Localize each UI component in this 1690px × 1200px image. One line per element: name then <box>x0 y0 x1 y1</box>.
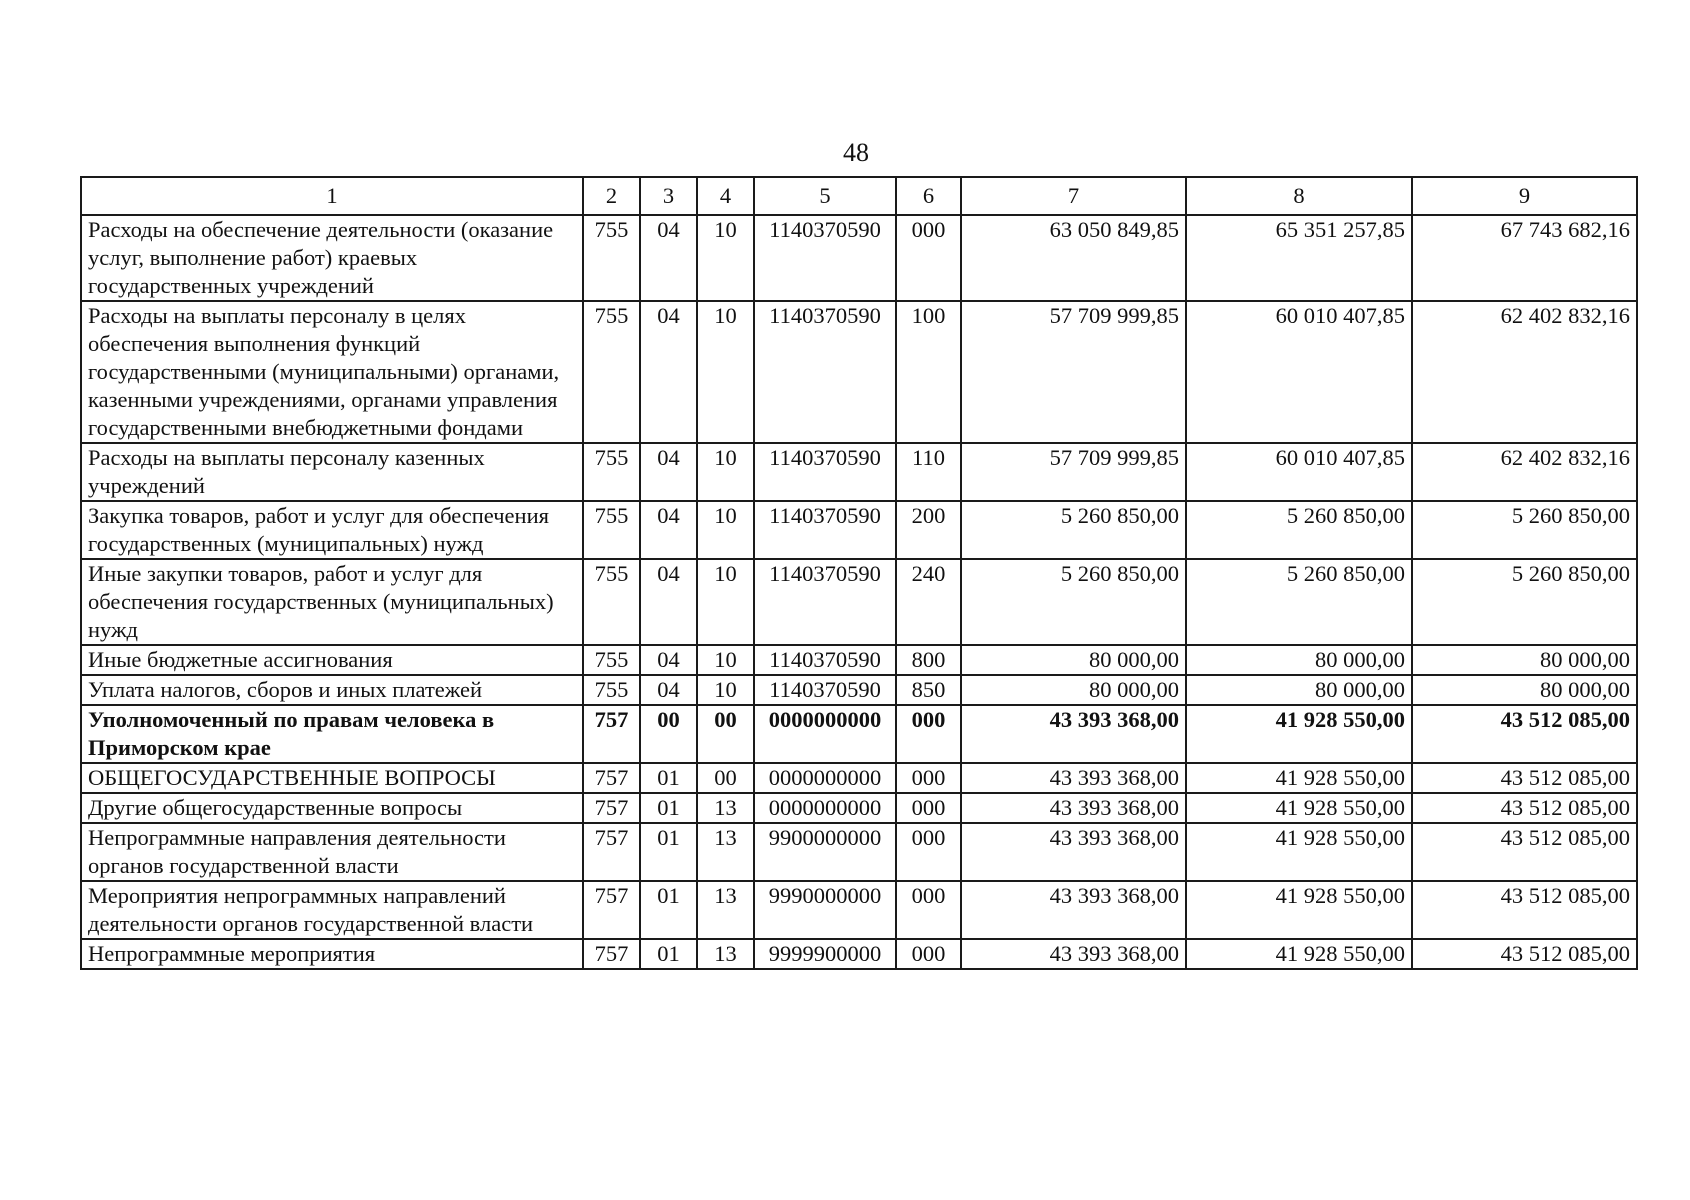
row-amount-cell: 41 928 550,00 <box>1186 939 1412 969</box>
row-name-cell: Закупка товаров, работ и услуг для обеспечения государственных (муниципальных) нужд <box>81 501 583 559</box>
row-code-cell: 755 <box>583 215 640 301</box>
row-code-cell: 757 <box>583 793 640 823</box>
row-amount-cell: 80 000,00 <box>1412 645 1637 675</box>
row-code-cell: 04 <box>640 675 697 705</box>
table-row <box>81 881 1637 939</box>
row-amount-cell: 5 260 850,00 <box>1412 501 1637 559</box>
row-amount-cell: 5 260 850,00 <box>961 559 1186 645</box>
row-amount-cell: 67 743 682,16 <box>1412 215 1637 301</box>
table-row <box>81 645 1637 675</box>
header-cell: 2 <box>583 177 640 215</box>
row-name-cell: Уплата налогов, сборов и иных платежей <box>81 675 583 705</box>
row-code-cell: 10 <box>697 559 754 645</box>
row-code-cell: 00 <box>697 763 754 793</box>
header-cell: 9 <box>1412 177 1637 215</box>
row-code-cell: 13 <box>697 793 754 823</box>
row-code-cell: 0000000000 <box>754 793 896 823</box>
row-amount-cell: 62 402 832,16 <box>1412 301 1637 443</box>
row-amount-cell: 41 928 550,00 <box>1186 881 1412 939</box>
row-amount-cell: 43 512 085,00 <box>1412 939 1637 969</box>
row-code-cell: 10 <box>697 301 754 443</box>
row-name-cell: Расходы на выплаты персоналу казенных учреждений <box>81 443 583 501</box>
row-amount-cell: 80 000,00 <box>1186 645 1412 675</box>
header-cell: 4 <box>697 177 754 215</box>
row-name-cell: Непрограммные направления деятельности органов государственной власти <box>81 823 583 881</box>
table-row <box>81 559 1637 645</box>
row-code-cell: 110 <box>896 443 961 501</box>
row-amount-cell: 43 393 368,00 <box>961 881 1186 939</box>
row-code-cell: 755 <box>583 675 640 705</box>
table-row <box>81 215 1637 301</box>
row-code-cell: 755 <box>583 301 640 443</box>
table-row <box>81 443 1637 501</box>
row-code-cell: 01 <box>640 881 697 939</box>
row-code-cell: 13 <box>697 881 754 939</box>
row-code-cell: 10 <box>697 645 754 675</box>
row-code-cell: 000 <box>896 881 961 939</box>
page-number: 48 <box>843 138 869 167</box>
row-amount-cell: 43 393 368,00 <box>961 763 1186 793</box>
table-row <box>81 501 1637 559</box>
row-amount-cell: 80 000,00 <box>961 645 1186 675</box>
row-code-cell: 200 <box>896 501 961 559</box>
row-amount-cell: 5 260 850,00 <box>961 501 1186 559</box>
row-code-cell: 10 <box>697 675 754 705</box>
row-amount-cell: 5 260 850,00 <box>1186 501 1412 559</box>
row-code-cell: 000 <box>896 793 961 823</box>
row-amount-cell: 5 260 850,00 <box>1186 559 1412 645</box>
row-code-cell: 0000000000 <box>754 763 896 793</box>
row-amount-cell: 62 402 832,16 <box>1412 443 1637 501</box>
row-code-cell: 240 <box>896 559 961 645</box>
row-name-cell: Расходы на обеспечение деятельности (оказание услуг, выполнение работ) краевых государственных учреждений <box>81 215 583 301</box>
row-amount-cell: 41 928 550,00 <box>1186 705 1412 763</box>
row-code-cell: 13 <box>697 939 754 969</box>
row-code-cell: 1140370590 <box>754 443 896 501</box>
row-code-cell: 000 <box>896 763 961 793</box>
row-code-cell: 000 <box>896 939 961 969</box>
table-row <box>81 675 1637 705</box>
row-code-cell: 04 <box>640 645 697 675</box>
row-amount-cell: 43 512 085,00 <box>1412 823 1637 881</box>
row-code-cell: 9990000000 <box>754 881 896 939</box>
row-name-cell: Мероприятия непрограммных направлений деятельности органов государственной власти <box>81 881 583 939</box>
table-row <box>81 793 1637 823</box>
row-code-cell: 755 <box>583 443 640 501</box>
row-code-cell: 000 <box>896 215 961 301</box>
row-code-cell: 000 <box>896 823 961 881</box>
table-row <box>81 301 1637 443</box>
row-amount-cell: 65 351 257,85 <box>1186 215 1412 301</box>
budget-table <box>80 176 1638 970</box>
row-code-cell: 757 <box>583 763 640 793</box>
header-cell: 1 <box>81 177 583 215</box>
row-name-cell: Непрограммные мероприятия <box>81 939 583 969</box>
row-code-cell: 755 <box>583 501 640 559</box>
table-row <box>81 763 1637 793</box>
row-code-cell: 10 <box>697 501 754 559</box>
row-amount-cell: 43 393 368,00 <box>961 793 1186 823</box>
row-amount-cell: 41 928 550,00 <box>1186 823 1412 881</box>
row-code-cell: 01 <box>640 763 697 793</box>
row-code-cell: 01 <box>640 939 697 969</box>
row-code-cell: 755 <box>583 645 640 675</box>
row-name-cell: Иные закупки товаров, работ и услуг для обеспечения государственных (муниципальных) нужд <box>81 559 583 645</box>
row-amount-cell: 60 010 407,85 <box>1186 301 1412 443</box>
row-code-cell: 757 <box>583 823 640 881</box>
header-cell: 7 <box>961 177 1186 215</box>
row-name-cell: Расходы на выплаты персоналу в целях обеспечения выполнения функций государственными (муниципальными) органами, казенными учреждениями, органами управления государственными внебюджетными фондами <box>81 301 583 443</box>
row-code-cell: 1140370590 <box>754 501 896 559</box>
row-code-cell: 755 <box>583 559 640 645</box>
row-code-cell: 00 <box>697 705 754 763</box>
row-amount-cell: 60 010 407,85 <box>1186 443 1412 501</box>
row-code-cell: 04 <box>640 215 697 301</box>
row-code-cell: 9999900000 <box>754 939 896 969</box>
header-row <box>81 177 1637 215</box>
row-code-cell: 04 <box>640 501 697 559</box>
row-amount-cell: 57 709 999,85 <box>961 301 1186 443</box>
row-code-cell: 800 <box>896 645 961 675</box>
row-code-cell: 01 <box>640 823 697 881</box>
row-amount-cell: 43 393 368,00 <box>961 823 1186 881</box>
row-amount-cell: 43 393 368,00 <box>961 939 1186 969</box>
row-amount-cell: 41 928 550,00 <box>1186 763 1412 793</box>
row-code-cell: 01 <box>640 793 697 823</box>
row-amount-cell: 43 512 085,00 <box>1412 881 1637 939</box>
row-amount-cell: 63 050 849,85 <box>961 215 1186 301</box>
row-code-cell: 10 <box>697 443 754 501</box>
row-code-cell: 757 <box>583 705 640 763</box>
row-amount-cell: 80 000,00 <box>1186 675 1412 705</box>
row-amount-cell: 5 260 850,00 <box>1412 559 1637 645</box>
row-code-cell: 04 <box>640 301 697 443</box>
row-code-cell: 0000000000 <box>754 705 896 763</box>
row-amount-cell: 80 000,00 <box>1412 675 1637 705</box>
row-amount-cell: 80 000,00 <box>961 675 1186 705</box>
table-row <box>81 705 1637 763</box>
row-code-cell: 00 <box>640 705 697 763</box>
row-amount-cell: 41 928 550,00 <box>1186 793 1412 823</box>
row-code-cell: 1140370590 <box>754 675 896 705</box>
row-code-cell: 100 <box>896 301 961 443</box>
row-code-cell: 1140370590 <box>754 559 896 645</box>
row-amount-cell: 43 512 085,00 <box>1412 763 1637 793</box>
row-code-cell: 000 <box>896 705 961 763</box>
row-name-cell: Иные бюджетные ассигнования <box>81 645 583 675</box>
header-cell: 8 <box>1186 177 1412 215</box>
header-cell: 6 <box>896 177 961 215</box>
row-code-cell: 1140370590 <box>754 215 896 301</box>
header-cell: 3 <box>640 177 697 215</box>
table-row <box>81 939 1637 969</box>
row-name-cell: Уполномоченный по правам человека в Приморском крае <box>81 705 583 763</box>
row-code-cell: 9900000000 <box>754 823 896 881</box>
row-code-cell: 04 <box>640 443 697 501</box>
row-code-cell: 757 <box>583 939 640 969</box>
row-code-cell: 1140370590 <box>754 301 896 443</box>
row-code-cell: 1140370590 <box>754 645 896 675</box>
header-cell: 5 <box>754 177 896 215</box>
row-code-cell: 10 <box>697 215 754 301</box>
table-row <box>81 823 1637 881</box>
row-amount-cell: 43 393 368,00 <box>961 705 1186 763</box>
row-name-cell: ОБЩЕГОСУДАРСТВЕННЫЕ ВОПРОСЫ <box>81 763 583 793</box>
row-code-cell: 04 <box>640 559 697 645</box>
row-code-cell: 850 <box>896 675 961 705</box>
row-amount-cell: 43 512 085,00 <box>1412 793 1637 823</box>
row-name-cell: Другие общегосударственные вопросы <box>81 793 583 823</box>
row-code-cell: 757 <box>583 881 640 939</box>
row-amount-cell: 43 512 085,00 <box>1412 705 1637 763</box>
row-amount-cell: 57 709 999,85 <box>961 443 1186 501</box>
row-code-cell: 13 <box>697 823 754 881</box>
